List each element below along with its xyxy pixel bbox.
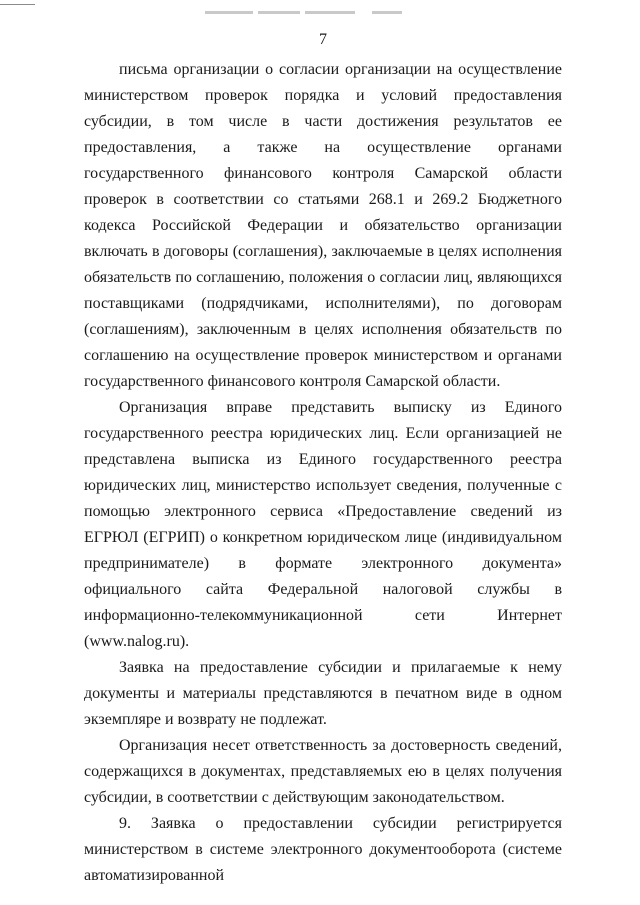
paragraph: Организация вправе представить выписку из Единого государственного реестра юридических лиц. Если организацией не представлена выписка из Единого государственного реестра юридических лиц, министерство использует сведения, полученные с помощью электронного сервиса «Предоставление сведений из ЕГРЮЛ (ЕГРИП) о конкретном юридическом лице (индивидуальном предпринимателе) в формате электронного документа» официального сайта Федеральной налоговой службы в информационно-телекоммуникационной сети Интернет (www.nalog.ru). [84, 399, 562, 650]
paragraph: Организация несет ответственность за достоверность сведений, содержащихся в документах, представляемых ею в целях получения субсидии, в соответствии с действующим законодательством. [84, 737, 562, 806]
scan-corner-line [0, 4, 35, 5]
paragraph: Заявка на предоставление субсидии и прилагаемые к нему документы и материалы представляются в печатном виде в одном экземпляре и возврату не подлежат. [84, 659, 562, 728]
page-number: 7 [319, 31, 327, 48]
scan-header-artifact [0, 0, 640, 22]
scan-smudge [372, 11, 402, 14]
scan-smudge [205, 11, 253, 14]
paragraph: письма организации о согласии организации на осуществление министерством проверок порядка и условий предоставления субсидии, в том числе в части достижения результатов ее предоставления, а также на осуществление органами государственного финансового контроля Самарской области проверок в соответствии со статьями 268.1 и 269.2 Бюджетного кодекса Российской Федерации и обязательство организации включать в договоры (соглашения), заключаемые в целях исполнения обязательств по соглашению, положения о согласии лиц, являющихся поставщиками (подрядчиками, исполнителями), по договорам (соглашениям), заключенным в целях исполнения обязательств по соглашению на осуществление проверок министерством и органами государственного финансового контроля Самарской области. [84, 61, 562, 390]
paragraph: 9. Заявка о предоставлении субсидии регистрируется министерством в системе электронного документооборота (системе автоматизированной [84, 815, 562, 884]
scan-smudge [258, 11, 300, 14]
document-body [84, 57, 562, 889]
scan-smudge [305, 11, 355, 14]
